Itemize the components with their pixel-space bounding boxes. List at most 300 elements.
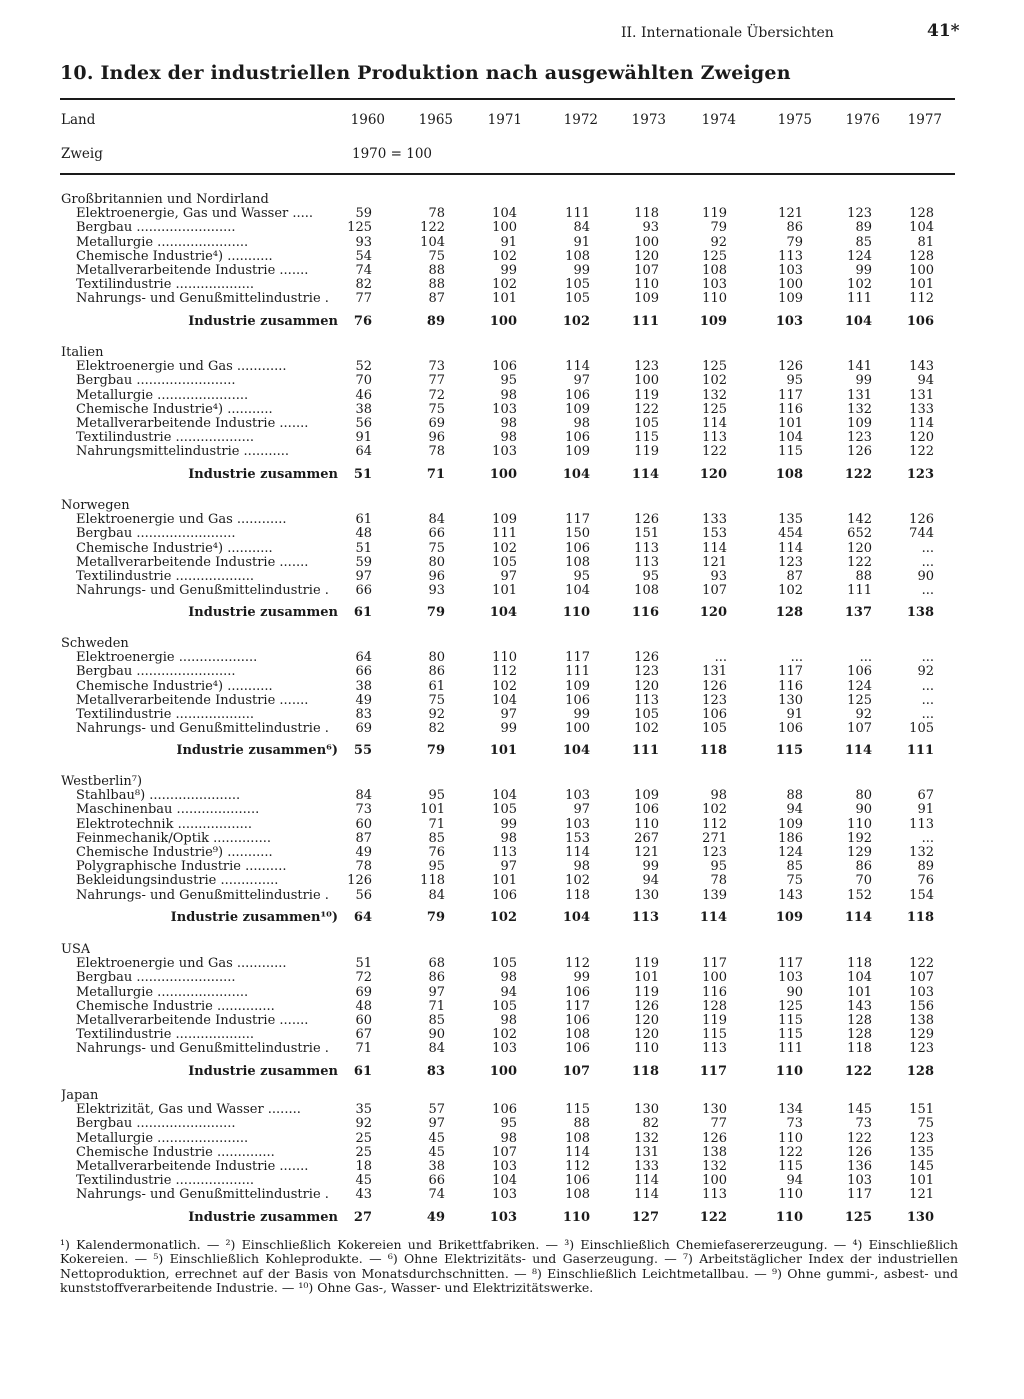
index-value: 106 bbox=[565, 387, 590, 403]
base-year-note: 1970 = 100 bbox=[352, 146, 433, 162]
total-value: 117 bbox=[699, 1063, 727, 1079]
index-value: 97 bbox=[428, 984, 445, 1000]
index-value: 66 bbox=[428, 526, 445, 542]
table-row bbox=[0, 722, 1024, 736]
index-value: 103 bbox=[778, 263, 803, 278]
index-value: 110 bbox=[634, 277, 659, 293]
table-row bbox=[0, 431, 1024, 445]
index-value: 84 bbox=[428, 1041, 445, 1057]
total-value: 76 bbox=[353, 313, 372, 329]
index-value: ... bbox=[921, 540, 934, 556]
index-value: 92 bbox=[710, 234, 727, 250]
total-row bbox=[0, 1065, 1024, 1079]
index-value: 66 bbox=[428, 1173, 445, 1189]
total-value: 101 bbox=[489, 743, 517, 759]
index-value: 118 bbox=[565, 887, 590, 903]
year-header: 1977 bbox=[907, 112, 942, 128]
index-value: 99 bbox=[573, 970, 590, 986]
index-value: 45 bbox=[355, 1173, 372, 1189]
index-value: 98 bbox=[710, 788, 727, 804]
index-value: 143 bbox=[778, 887, 803, 903]
index-value: 112 bbox=[565, 1159, 590, 1174]
index-value: 61 bbox=[428, 678, 445, 694]
index-value: 109 bbox=[634, 788, 659, 804]
index-value: 71 bbox=[355, 1041, 372, 1057]
branch-label: Metallverarbeitende Industrie ....... bbox=[76, 693, 309, 708]
index-value: 123 bbox=[634, 664, 659, 680]
index-value: 99 bbox=[500, 816, 517, 832]
total-value: 122 bbox=[699, 1209, 727, 1225]
index-value: 106 bbox=[565, 430, 590, 446]
index-value: 108 bbox=[634, 583, 659, 599]
index-value: 97 bbox=[573, 373, 590, 389]
country-heading bbox=[0, 1089, 1024, 1103]
index-value: 94 bbox=[642, 873, 659, 889]
table-row bbox=[0, 651, 1024, 665]
index-value: 115 bbox=[565, 1102, 590, 1118]
table-row bbox=[0, 292, 1024, 306]
index-value: 151 bbox=[634, 526, 659, 542]
index-value: 117 bbox=[778, 664, 803, 680]
index-value: 454 bbox=[778, 526, 803, 542]
table-row bbox=[0, 1103, 1024, 1117]
total-value: 103 bbox=[489, 1209, 517, 1225]
index-value: 98 bbox=[573, 416, 590, 431]
top-rule bbox=[60, 98, 955, 100]
branch-label: Elektrotechnik .................. bbox=[76, 817, 252, 832]
index-value: 104 bbox=[492, 692, 517, 708]
total-value: 125 bbox=[844, 1209, 872, 1225]
total-value: 108 bbox=[775, 466, 803, 482]
index-value: 85 bbox=[428, 1013, 445, 1028]
index-value: 109 bbox=[634, 291, 659, 307]
index-value: 123 bbox=[909, 1130, 934, 1146]
index-value: 104 bbox=[778, 430, 803, 446]
country-heading bbox=[0, 346, 1024, 360]
index-value: 125 bbox=[847, 692, 872, 708]
index-value: 38 bbox=[355, 401, 372, 417]
index-value: 134 bbox=[778, 1102, 803, 1118]
index-value: 113 bbox=[634, 554, 659, 570]
index-value: 115 bbox=[778, 1159, 803, 1174]
index-value: 86 bbox=[428, 664, 445, 680]
table-row bbox=[0, 374, 1024, 388]
index-value: 115 bbox=[778, 444, 803, 460]
index-value: 98 bbox=[500, 430, 517, 446]
index-value: 104 bbox=[492, 1173, 517, 1189]
index-value: 88 bbox=[786, 788, 803, 804]
index-value: 64 bbox=[355, 444, 372, 460]
index-value: 25 bbox=[355, 1130, 372, 1146]
index-value: 105 bbox=[565, 277, 590, 293]
index-value: 125 bbox=[347, 220, 372, 236]
index-value: 108 bbox=[565, 554, 590, 570]
table-row bbox=[0, 1132, 1024, 1146]
index-value: 120 bbox=[634, 1027, 659, 1043]
index-value: 100 bbox=[702, 1173, 727, 1189]
index-value: ... bbox=[921, 707, 934, 722]
index-value: 105 bbox=[634, 416, 659, 431]
branch-label: Textilindustrie ................... bbox=[76, 570, 255, 584]
index-value: 128 bbox=[702, 998, 727, 1014]
index-value: 48 bbox=[355, 998, 372, 1014]
index-value: 72 bbox=[428, 387, 445, 403]
index-value: 66 bbox=[355, 583, 372, 599]
index-value: 130 bbox=[778, 692, 803, 708]
branch-label: Metallverarbeitende Industrie ....... bbox=[76, 555, 309, 570]
branch-label: Bergbau ........................ bbox=[76, 1117, 236, 1132]
total-value: 118 bbox=[699, 743, 727, 759]
index-value: 93 bbox=[642, 220, 659, 236]
index-value: 102 bbox=[492, 277, 517, 293]
branch-label: Bergbau ........................ bbox=[76, 665, 236, 680]
index-value: 132 bbox=[634, 1130, 659, 1146]
index-value: 77 bbox=[710, 1116, 727, 1132]
index-value: 95 bbox=[786, 373, 803, 389]
index-value: 104 bbox=[420, 234, 445, 250]
table-row bbox=[0, 832, 1024, 846]
index-value: 85 bbox=[786, 859, 803, 875]
total-value: 120 bbox=[699, 605, 727, 621]
branch-label: Textilindustrie ................... bbox=[76, 708, 255, 722]
total-value: 106 bbox=[906, 313, 934, 329]
index-value: 46 bbox=[355, 387, 372, 403]
table-row bbox=[0, 680, 1024, 694]
index-value: 132 bbox=[702, 387, 727, 403]
index-value: 106 bbox=[492, 1102, 517, 1118]
index-value: 101 bbox=[492, 583, 517, 599]
index-value: 126 bbox=[778, 359, 803, 375]
total-value: 55 bbox=[353, 743, 372, 759]
index-value: 112 bbox=[909, 291, 934, 307]
index-value: 117 bbox=[778, 956, 803, 972]
total-row bbox=[0, 744, 1024, 758]
index-value: 35 bbox=[355, 1102, 372, 1118]
index-value: 109 bbox=[847, 416, 872, 431]
total-value: 79 bbox=[426, 605, 445, 621]
total-label: Industrie zusammen bbox=[188, 1210, 338, 1225]
index-value: 122 bbox=[634, 401, 659, 417]
table-row bbox=[0, 360, 1024, 374]
index-value: 113 bbox=[702, 1187, 727, 1203]
index-value: 114 bbox=[634, 1187, 659, 1203]
index-value: 118 bbox=[847, 956, 872, 972]
index-value: 119 bbox=[702, 1013, 727, 1028]
index-value: 90 bbox=[786, 984, 803, 1000]
country-heading bbox=[0, 943, 1024, 957]
index-value: 75 bbox=[428, 401, 445, 417]
index-value: 109 bbox=[565, 401, 590, 417]
index-value: 123 bbox=[634, 359, 659, 375]
index-value: 90 bbox=[428, 1027, 445, 1043]
index-value: 126 bbox=[702, 1130, 727, 1146]
branch-label: Metallverarbeitende Industrie ....... bbox=[76, 264, 309, 278]
index-value: 100 bbox=[909, 263, 934, 278]
table-row bbox=[0, 1146, 1024, 1160]
index-value: 82 bbox=[355, 277, 372, 293]
index-value: 117 bbox=[702, 956, 727, 972]
index-value: 95 bbox=[428, 788, 445, 804]
index-value: 652 bbox=[847, 526, 872, 542]
index-value: 68 bbox=[428, 956, 445, 972]
index-value: 100 bbox=[778, 277, 803, 293]
total-value: 109 bbox=[699, 313, 727, 329]
branch-label: Nahrungsmittelindustrie ........... bbox=[76, 445, 290, 460]
index-value: 93 bbox=[355, 234, 372, 250]
index-value: 79 bbox=[786, 234, 803, 250]
branch-label: Elektroenergie und Gas ............ bbox=[76, 360, 287, 375]
total-value: 137 bbox=[844, 605, 872, 621]
table-row bbox=[0, 1160, 1024, 1174]
branch-label: Chemische Industrie .............. bbox=[76, 1145, 275, 1160]
index-value: 75 bbox=[428, 248, 445, 264]
index-value: 116 bbox=[778, 678, 803, 694]
index-value: 98 bbox=[500, 1013, 517, 1028]
index-value: 102 bbox=[634, 721, 659, 737]
index-value: 106 bbox=[565, 984, 590, 1000]
index-value: 122 bbox=[909, 956, 934, 972]
total-value: 128 bbox=[906, 1063, 934, 1079]
index-value: 99 bbox=[573, 263, 590, 278]
index-value: 92 bbox=[355, 1116, 372, 1132]
table-row bbox=[0, 846, 1024, 860]
index-value: 117 bbox=[847, 1187, 872, 1203]
total-value: 122 bbox=[844, 466, 872, 482]
index-value: 111 bbox=[565, 206, 590, 222]
table-row bbox=[0, 1014, 1024, 1028]
index-value: 75 bbox=[786, 873, 803, 889]
index-value: 104 bbox=[492, 788, 517, 804]
index-value: 118 bbox=[634, 206, 659, 222]
index-value: 56 bbox=[355, 887, 372, 903]
index-value: 119 bbox=[702, 206, 727, 222]
index-value: 126 bbox=[634, 650, 659, 666]
index-value: 95 bbox=[500, 373, 517, 389]
total-label: Industrie zusammen bbox=[188, 606, 338, 621]
branch-label: Textilindustrie ................... bbox=[76, 1028, 255, 1043]
index-value: 192 bbox=[847, 830, 872, 846]
index-value: 104 bbox=[565, 583, 590, 599]
branch-label: Metallurgie ...................... bbox=[76, 985, 249, 1000]
index-value: 123 bbox=[909, 1041, 934, 1057]
index-value: 110 bbox=[634, 816, 659, 832]
branch-label: Bergbau ........................ bbox=[76, 527, 236, 542]
index-value: 97 bbox=[355, 569, 372, 584]
index-value: 59 bbox=[355, 554, 372, 570]
index-value: 49 bbox=[355, 845, 372, 860]
index-value: ... bbox=[790, 650, 803, 666]
table-row bbox=[0, 221, 1024, 235]
total-value: 118 bbox=[906, 909, 934, 925]
index-value: 95 bbox=[710, 859, 727, 875]
total-value: 100 bbox=[489, 313, 517, 329]
index-value: 114 bbox=[778, 540, 803, 556]
index-value: 78 bbox=[710, 873, 727, 889]
index-value: 132 bbox=[909, 845, 934, 860]
index-value: 106 bbox=[702, 707, 727, 722]
total-value: 104 bbox=[562, 909, 590, 925]
index-value: 145 bbox=[847, 1102, 872, 1118]
index-value: 131 bbox=[634, 1144, 659, 1160]
total-label: Industrie zusammen bbox=[188, 1064, 338, 1079]
country-name: Großbritannien und Nordirland bbox=[61, 193, 269, 207]
total-value: 114 bbox=[844, 909, 872, 925]
total-value: 110 bbox=[775, 1209, 803, 1225]
country-name: USA bbox=[61, 943, 91, 957]
index-value: 92 bbox=[428, 707, 445, 722]
index-value: 89 bbox=[855, 220, 872, 236]
index-value: 51 bbox=[355, 956, 372, 972]
index-value: 126 bbox=[909, 512, 934, 528]
index-value: 86 bbox=[786, 220, 803, 236]
index-value: 83 bbox=[355, 707, 372, 722]
index-value: 107 bbox=[702, 583, 727, 599]
index-value: 98 bbox=[573, 859, 590, 875]
table-row bbox=[0, 1028, 1024, 1042]
year-header: 1973 bbox=[631, 112, 666, 128]
index-value: 126 bbox=[847, 444, 872, 460]
index-value: 93 bbox=[428, 583, 445, 599]
index-value: 128 bbox=[909, 206, 934, 222]
index-value: 78 bbox=[355, 859, 372, 875]
branch-label: Chemische Industrie⁴) ........... bbox=[76, 679, 273, 694]
index-value: 60 bbox=[355, 816, 372, 832]
country-heading bbox=[0, 193, 1024, 207]
branch-label: Bergbau ........................ bbox=[76, 971, 236, 986]
index-value: 77 bbox=[428, 373, 445, 389]
index-value: 105 bbox=[492, 956, 517, 972]
index-value: 43 bbox=[355, 1187, 372, 1203]
index-value: 110 bbox=[492, 650, 517, 666]
index-value: 115 bbox=[702, 1027, 727, 1043]
index-value: 106 bbox=[492, 359, 517, 375]
index-value: 97 bbox=[500, 707, 517, 722]
table-row bbox=[0, 803, 1024, 817]
index-value: 126 bbox=[634, 512, 659, 528]
index-value: 123 bbox=[847, 430, 872, 446]
index-value: 120 bbox=[634, 678, 659, 694]
index-value: 112 bbox=[492, 664, 517, 680]
index-value: 115 bbox=[634, 430, 659, 446]
total-row bbox=[0, 468, 1024, 482]
index-value: 133 bbox=[909, 401, 934, 417]
index-value: 75 bbox=[428, 692, 445, 708]
total-value: 104 bbox=[844, 313, 872, 329]
branch-label: Metallverarbeitende Industrie ....... bbox=[76, 1014, 309, 1028]
table-row bbox=[0, 665, 1024, 679]
table-row bbox=[0, 1042, 1024, 1056]
index-value: 71 bbox=[428, 816, 445, 832]
total-label: Industrie zusammen bbox=[188, 314, 338, 329]
index-value: 112 bbox=[702, 816, 727, 832]
index-value: 142 bbox=[847, 512, 872, 528]
index-value: ... bbox=[921, 692, 934, 708]
table-row bbox=[0, 874, 1024, 888]
index-value: 80 bbox=[428, 650, 445, 666]
total-value: 110 bbox=[775, 1063, 803, 1079]
total-value: 61 bbox=[353, 605, 372, 621]
total-value: 127 bbox=[631, 1209, 659, 1225]
index-value: 123 bbox=[778, 554, 803, 570]
index-value: 69 bbox=[355, 984, 372, 1000]
index-value: 107 bbox=[492, 1144, 517, 1160]
index-value: 80 bbox=[428, 554, 445, 570]
index-value: 136 bbox=[847, 1159, 872, 1174]
index-value: 133 bbox=[702, 512, 727, 528]
index-value: 106 bbox=[492, 887, 517, 903]
index-value: 106 bbox=[565, 692, 590, 708]
index-value: 113 bbox=[702, 1041, 727, 1057]
index-value: 59 bbox=[355, 206, 372, 222]
country-heading bbox=[0, 499, 1024, 513]
index-value: 102 bbox=[847, 277, 872, 293]
index-value: 75 bbox=[917, 1116, 934, 1132]
total-value: 123 bbox=[906, 466, 934, 482]
index-value: 101 bbox=[778, 416, 803, 431]
index-value: 113 bbox=[909, 816, 934, 832]
index-value: 103 bbox=[492, 444, 517, 460]
index-value: 744 bbox=[909, 526, 934, 542]
index-value: 90 bbox=[855, 802, 872, 818]
index-value: 103 bbox=[702, 277, 727, 293]
index-value: 126 bbox=[347, 873, 372, 889]
index-value: 48 bbox=[355, 526, 372, 542]
index-value: 67 bbox=[355, 1027, 372, 1043]
index-value: 88 bbox=[573, 1116, 590, 1132]
total-label: Industrie zusammen¹⁰) bbox=[170, 910, 338, 925]
index-value: 132 bbox=[847, 401, 872, 417]
index-value: 102 bbox=[492, 248, 517, 264]
index-value: 88 bbox=[428, 277, 445, 293]
total-value: 100 bbox=[489, 1063, 517, 1079]
index-value: 106 bbox=[565, 1173, 590, 1189]
index-value: 156 bbox=[909, 998, 934, 1014]
index-value: 105 bbox=[565, 291, 590, 307]
index-value: 108 bbox=[565, 1130, 590, 1146]
index-value: 123 bbox=[702, 845, 727, 860]
index-value: 267 bbox=[634, 830, 659, 846]
index-value: 97 bbox=[500, 569, 517, 584]
index-value: 82 bbox=[428, 721, 445, 737]
index-value: 106 bbox=[565, 1013, 590, 1028]
total-value: 113 bbox=[631, 909, 659, 925]
index-value: 92 bbox=[917, 664, 934, 680]
index-value: 121 bbox=[702, 554, 727, 570]
total-value: 110 bbox=[562, 605, 590, 621]
index-value: 106 bbox=[565, 540, 590, 556]
index-value: ... bbox=[921, 650, 934, 666]
index-value: 122 bbox=[847, 554, 872, 570]
index-value: 100 bbox=[565, 721, 590, 737]
index-value: 101 bbox=[420, 802, 445, 818]
total-value: 102 bbox=[489, 909, 517, 925]
branch-label: Textilindustrie ................... bbox=[76, 431, 255, 446]
index-value: 102 bbox=[492, 678, 517, 694]
table-row bbox=[0, 403, 1024, 417]
index-value: 119 bbox=[634, 444, 659, 460]
index-value: 106 bbox=[847, 664, 872, 680]
table-row bbox=[0, 1000, 1024, 1014]
table-row bbox=[0, 556, 1024, 570]
total-value: 104 bbox=[562, 466, 590, 482]
total-value: 103 bbox=[775, 313, 803, 329]
index-value: 75 bbox=[428, 540, 445, 556]
index-value: 105 bbox=[702, 721, 727, 737]
index-value: 139 bbox=[702, 887, 727, 903]
country-heading bbox=[0, 637, 1024, 651]
year-header: 1960 bbox=[350, 112, 385, 128]
total-label: Industrie zusammen⁶) bbox=[176, 744, 338, 759]
